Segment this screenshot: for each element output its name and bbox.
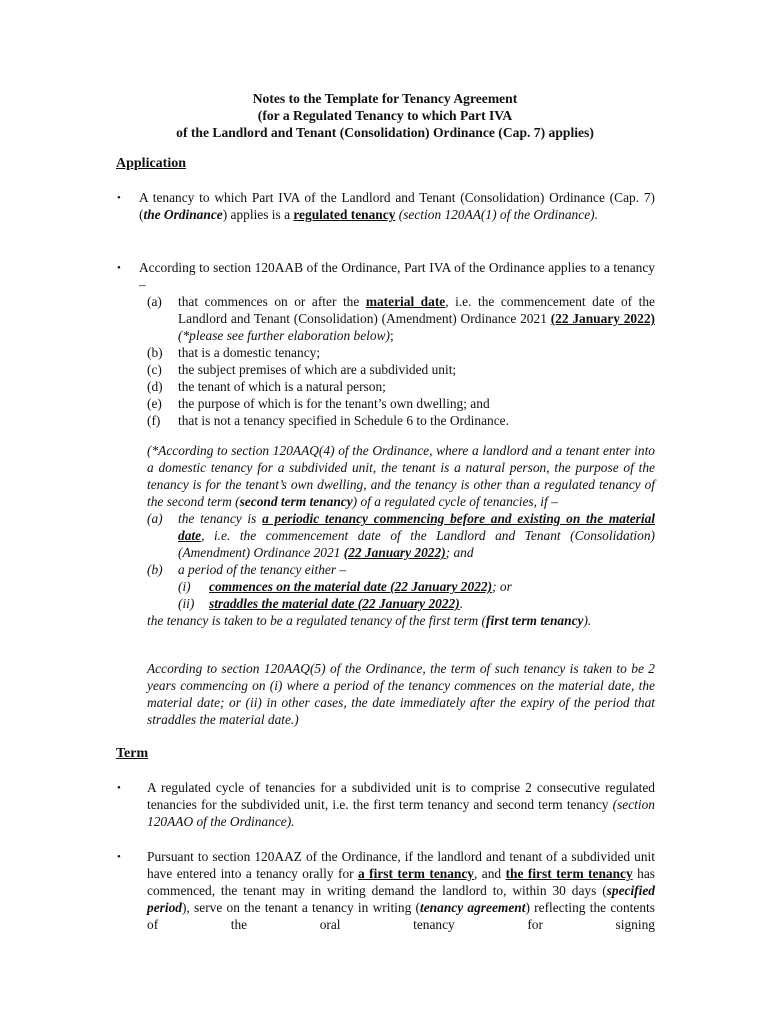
document-title (100, 90, 670, 141)
title-line-2: (for a Regulated Tenancy to which Part IVA (257, 108, 513, 123)
section-heading-application: Application (116, 156, 187, 171)
section-heading-term: Term (116, 746, 149, 761)
bullet-icon: • (117, 262, 121, 274)
list-item: (e) the purpose of which is for the tenant’s own dwelling; and (147, 396, 490, 411)
list-item: (a) that commences on or after the material date, i.e. the commencement date of the Landlord and Tenant (Consolidation) (Amendment) Ordinance 2021 (22 January 2022) (*please see further elaboration below); (147, 294, 655, 343)
elaboration-note: (*According to section 120AAQ(4) of the Ordinance, where a landlord and a tenant enter into a domestic tenancy for a subdivided unit, the tenant is a natural person, the purpose of the tenancy is for the tenant’s own dwelling, and the tenancy is other than a regulated tenancy of the second term (second term tenancy) of a regulated cycle of tenancies, if – (a) the tenancy is a periodic tenancy commencing before and existing on the material date, i.e. the commencement date of the Landlord and Tenant (Consolidation) (Amendment) Ordinance 2021 (22 January 2022); and (b) a period of the tenancy either – (i) commences on the material date (22 January 2022); or (ii) straddles the material date (22 January 2022). the tenancy is taken to be a regulated tenancy of the first term (first term tenancy). (147, 443, 655, 628)
list-item: (b) a period of the tenancy either – (147, 562, 347, 577)
list-item: (d) the tenant of which is a natural person; (147, 379, 386, 394)
term-bullet-1: A regulated cycle of tenancies for a subdivided unit is to comprise 2 consecutive regulated tenancies for the subdivided unit, i.e. the first term tenancy and second term tenancy (section 120AAO of the Ordinance). (147, 780, 655, 829)
list-item: (a) the tenancy is a periodic tenancy commencing before and existing on the material date, i.e. the commencement date of the Landlord and Tenant (Consolidation) (Amendment) Ordinance 2021 (22 January 2022); and (147, 511, 655, 560)
bullet-icon: • (117, 192, 121, 204)
title-line-3: of the Landlord and Tenant (Consolidation) Ordinance (Cap. 7) applies) (176, 125, 594, 140)
list-item: (i) commences on the material date (22 January 2022); or (178, 579, 512, 594)
list-item: (b) that is a domestic tenancy; (147, 345, 321, 360)
title-line-1: Notes to the Template for Tenancy Agreement (252, 91, 518, 106)
term-bullet-2: Pursuant to section 120AAZ of the Ordinance, if the landlord and tenant of a subdivided unit have entered into a tenancy orally for a first term tenancy, and the first term tenancy has commenced, the tenant may in writing demand the landlord to, within 30 days (specified period), serve on the tenant a tenancy in writing (tenancy agreement) reflecting the contents of the oral tenancy for signing (147, 849, 655, 932)
application-bullet-1: A tenancy to which Part IVA of the Landlord and Tenant (Consolidation) Ordinance (Cap. 7) (the Ordinance) applies is a regulated tenancy (section 120AA(1) of the Ordinance). (139, 190, 655, 222)
list-item: (f) that is not a tenancy specified in Schedule 6 to the Ordinance. (147, 413, 509, 428)
application-bullet-2-intro: According to section 120AAB of the Ordinance, Part IVA of the Ordinance applies to a tenancy – (139, 260, 655, 292)
list-item: (ii) straddles the material date (22 January 2022). (178, 596, 464, 611)
bullet-icon: • (117, 851, 121, 863)
section-120aaq5-note: According to section 120AAQ(5) of the Ordinance, the term of such tenancy is taken to be 2 years commencing on (i) where a period of the tenancy commences on the material date, the material date; or (ii) in other cases, the date immediately after the expiry of the period that straddles the material date.) (147, 661, 655, 727)
list-item: (c) the subject premises of which are a subdivided unit; (147, 362, 457, 377)
application-criteria-list (147, 293, 655, 429)
bullet-icon: • (117, 782, 121, 794)
